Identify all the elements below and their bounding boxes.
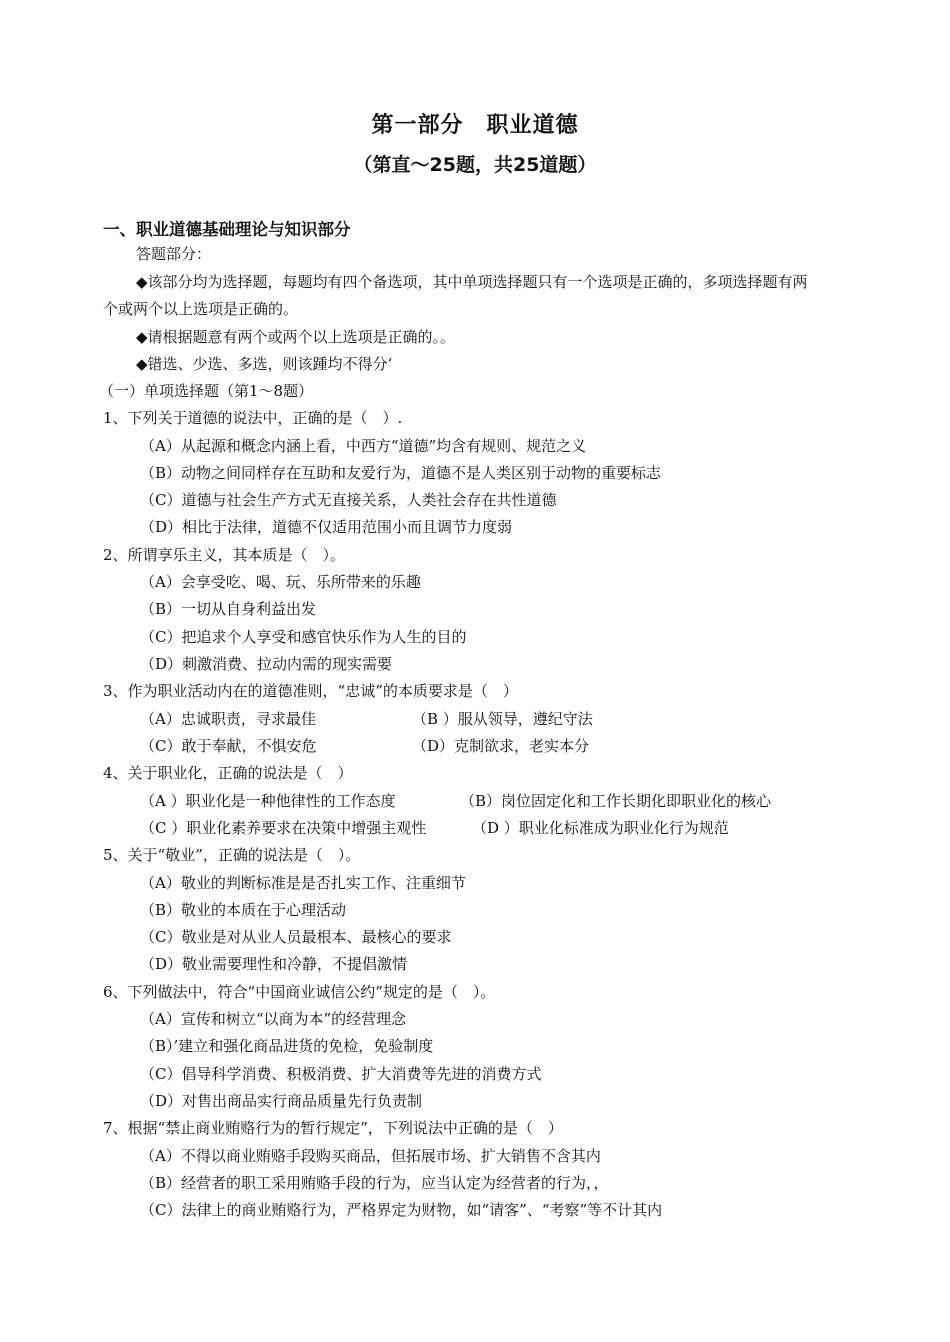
- question-option: （D）对售出商品实行商品质量先行负责制: [140, 1092, 423, 1110]
- question-option: （D）敬业需要理性和冷静，不提倡激情: [140, 955, 408, 973]
- question-option: （B）’建立和强化商品进货的免检，免验制度: [140, 1037, 434, 1055]
- page-subtitle: （第直～25题，共25道题）: [353, 154, 597, 176]
- question-option: （A）宣传和树立“以商为本”的经营理念: [140, 1010, 407, 1028]
- question-stem: 6、下列做法中，符合“中国商业诚信公约”规定的是（ ）。: [103, 983, 496, 1001]
- question-option: （B）经营者的职工采用贿赂手段的行为，应当认定为经营者的行为，，: [140, 1174, 609, 1192]
- question-option: （B）一切从自身利益出发: [140, 600, 317, 618]
- question-option: （A）会享受吃、喝、玩、乐所带来的乐趣: [140, 573, 421, 591]
- question-option: （D）相比于法律，道德不仅适用范围小而且调节力度弱: [140, 518, 513, 536]
- page-title: 第一部分 职业道德: [371, 113, 579, 138]
- question-option: （B）敬业的本质在于心理活动: [140, 901, 347, 919]
- question-option: （D ）职业化标准成为职业化行为规范: [472, 819, 729, 837]
- question-option: （C）倡导科学消费、积极消费、扩大消费等先进的消费方式: [140, 1065, 542, 1083]
- question-stem: 2、所谓享乐主义，其本质是（ ）。: [103, 546, 346, 564]
- question-option: （C）敬业是对从业人员最根本、最核心的要求: [140, 928, 452, 946]
- question-option: （C）敢于奉献，不惧安危: [140, 737, 317, 755]
- question-option: （C）道德与社会生产方式无直接关系，人类社会存在共性道德: [140, 491, 557, 509]
- question-option: （D）刺激消费、拉动内需的现实需要: [140, 655, 393, 673]
- instruction-line: ◆请根据题意有两个或两个以上选项是正确的。。: [136, 328, 456, 346]
- subsection-heading: （一）单项选择题（第1～8题）: [99, 382, 314, 400]
- question-option: （C）法律上的商业贿赂行为，严格界定为财物，如“请客”、“考察”等不计其内: [140, 1201, 663, 1219]
- question-option: （A）不得以商业贿赂手段购买商品，但拓展市场、扩大销售不含其内: [140, 1147, 601, 1165]
- question-option: （A）忠诚职责，寻求最佳: [140, 710, 316, 728]
- question-option: （A）从起源和概念内涵上看，中西方“道德”均含有规则、规范之义: [140, 437, 587, 455]
- instruction-line: ◆该部分均为选择题，每题均有四个备选项，其中单项选择题只有一个选项是正确的，多项选择题有两: [136, 273, 808, 291]
- question-stem: 5、关于“敬业”，正确的说法是（ ）。: [103, 846, 361, 864]
- instruction-line: ◆错选、少选、多选，则该踵均不得分‘: [136, 355, 393, 373]
- question-option: （C）把追求个人享受和感官快乐作为人生的目的: [140, 628, 467, 646]
- section-heading: 一、职业道德基础理论与知识部分: [103, 220, 351, 239]
- question-stem: 3、作为职业活动内在的道德准则，“忠诚”的本质要求是（ ）: [103, 682, 518, 700]
- question-option: （D）克制欲求，老实本分: [412, 737, 590, 755]
- question-option: （B）岗位固定化和工作长期化即职业化的核心: [460, 792, 772, 810]
- question-stem: 1、下列关于道德的说法中，正确的是（ ）.: [103, 409, 403, 427]
- question-option: （B ）服从领导，遵纪守法: [412, 710, 593, 728]
- question-stem: 4、关于职业化，正确的说法是（ ）: [103, 764, 353, 782]
- question-option: （B）动物之间同样存在互助和友爱行为，道德不是人类区别于动物的重要标志: [140, 464, 662, 482]
- question-stem: 7、根据“禁止商业贿赂行为的暂行规定”，下列说法中正确的是（ ）: [103, 1119, 563, 1137]
- question-option: （A）敬业的判断标准是是否扎实工作、注重细节: [140, 874, 466, 892]
- instruction-line: 个或两个以上选项是正确的。: [103, 300, 299, 318]
- answer-label: 答题部分：: [136, 245, 212, 263]
- question-option: （A ）职业化是一种他律性的工作态度: [140, 792, 396, 810]
- question-option: （C ）职业化素养要求在决策中增强主观性: [140, 819, 427, 837]
